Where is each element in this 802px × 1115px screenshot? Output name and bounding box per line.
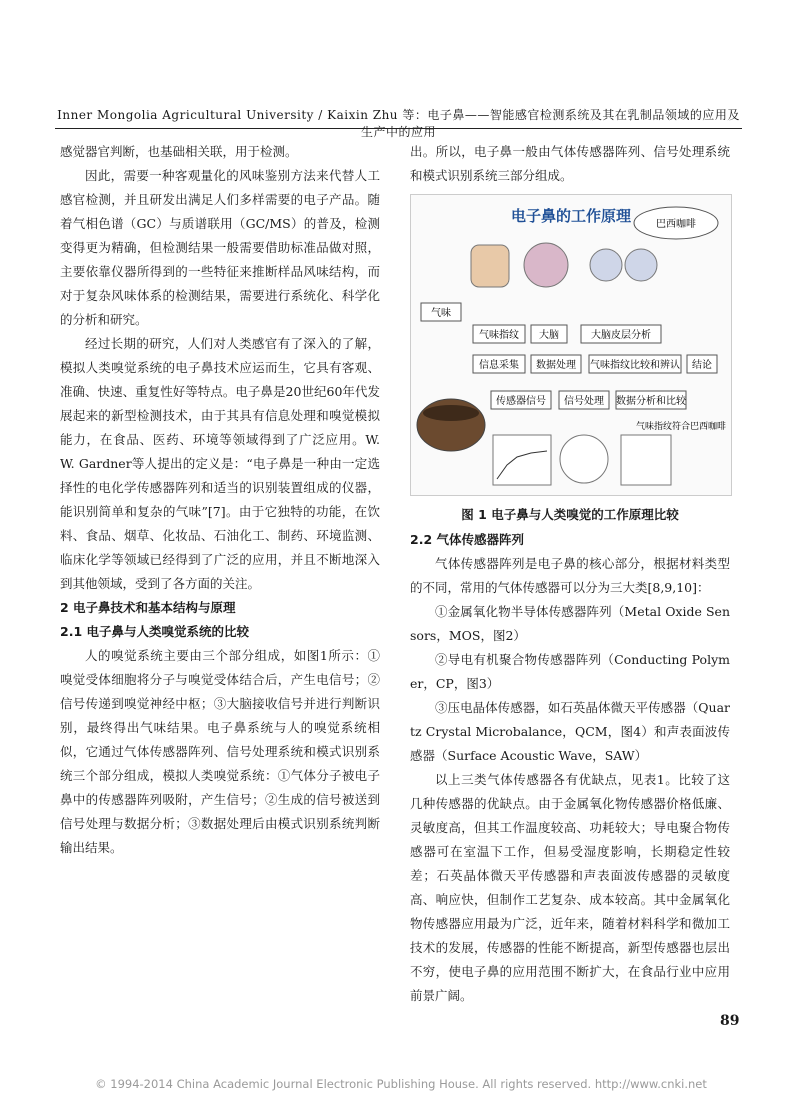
list-item: ①金属氧化物半导体传感器阵列（Metal Oxide Sensors，MOS，图2） xyxy=(410,604,730,643)
left-column xyxy=(60,140,380,860)
head-icon xyxy=(524,243,568,287)
figure-electronic-nose xyxy=(410,194,732,496)
sensor-plot-icon xyxy=(493,435,551,485)
right-column xyxy=(410,140,730,1008)
olfactory-label: 气味指纹 xyxy=(479,330,519,341)
signal-process-label: 信号处理 xyxy=(564,396,604,407)
page-number: 89 xyxy=(720,1013,740,1029)
subsection-heading: 2.2 气体传感器阵列 xyxy=(410,532,524,547)
figure-diagram xyxy=(411,195,731,495)
paragraph: 出。所以，电子鼻一般由气体传感器阵列、信号处理系统和模式识别系统三部分组成。 xyxy=(410,144,730,183)
paragraph: 气体传感器阵列是电子鼻的核心部分，根据材料类型的不同，常用的气体传感器可以分为三大类[8,9,10]： xyxy=(410,556,730,595)
smell-label: 气味 xyxy=(431,308,451,319)
bubble-label: 巴西咖啡 xyxy=(656,219,696,230)
analysis-label: 数据分析和比较 xyxy=(616,396,686,407)
section-heading: 2 电子鼻技术和基本结构与原理 xyxy=(60,600,236,615)
coffee-surface-icon xyxy=(423,405,479,421)
data-process-label: 数据处理 xyxy=(536,360,576,371)
nose-icon xyxy=(471,245,509,287)
copyright-footer: © 1994-2014 China Academic Journal Electronic Publishing House. All rights reserved. http://www.cnki.net xyxy=(95,1077,707,1091)
paragraph: 经过长期的研究，人们对人类感官有了深入的了解，模拟人类嗅觉系统的电子鼻技术应运而生，它具有客观、准确、快速、重复性好等特点。电子鼻是20世纪60年代发展起来的新型检测技术，由于其具有信息处理和嗅觉模拟能力，在食品、医药、环境等领域得到了广泛应用。W. W. Gardner等人提出的定义是：“电子鼻是一种由一定选择性的电化学传感器阵列和适当的识别装置组成的仪器，能识别简单和复杂的气味”[7]。由于它独特的功能，在饮料、食品、烟草、化妆品、石油化工、制药、环境监测、临床化学等领域已经得到了广泛的应用，并且不断地深入到其他领域，受到了各方面的关注。 xyxy=(60,336,380,591)
sensor-signal-label: 传感器信号 xyxy=(496,396,546,407)
result-label: 气味指纹符合巴西咖啡 xyxy=(635,422,727,432)
info-collect-label: 信息采集 xyxy=(479,360,519,371)
brain-icon-2 xyxy=(625,249,657,281)
figure-caption: 图 1 电子鼻与人类嗅觉的工作原理比较 xyxy=(461,507,679,522)
list-item: ③压电晶体传感器，如石英晶体微天平传感器（Quartz Crystal Microbalance，QCM，图4）和声表面波传感器（Surface Acoustic Wave，SAW） xyxy=(410,700,730,763)
analysis-plot-icon xyxy=(621,435,671,485)
paragraph: 因此，需要一种客观量化的风味鉴别方法来代替人工感官检测，并且研发出满足人们多样需要的电子产品。随着气相色谱（GC）与质谱联用（GC/MS）的普及，检测变得更为精确，但检测结果一般需要借助标准品做对照，主要依靠仪器所得到的一些特征来推断样品风味结构，而对于复杂风味体系的检测结果，需要进行系统化、科学化的分析和研究。 xyxy=(60,168,380,327)
header-rule xyxy=(55,128,742,129)
conclusion-label: 结论 xyxy=(692,360,712,371)
list-item: ②导电有机聚合物传感器阵列（Conducting Polymer，CP，图3） xyxy=(410,652,730,691)
radar-plot-icon xyxy=(560,435,608,483)
brain-icon xyxy=(590,249,622,281)
cortex-label: 大脑皮层分析 xyxy=(591,330,651,341)
running-header: Inner Mongolia Agricultural University / Kaixin Zhu 等：电子鼻——智能感官检测系统及其在乳制品领域的应用及生产中的应用 xyxy=(57,108,740,139)
subsection-heading: 2.1 电子鼻与人类嗅觉系统的比较 xyxy=(60,624,249,639)
paragraph: 以上三类气体传感器各有优缺点，见表1。比较了这几种传感器的优缺点。由于金属氧化物传感器价格低廉、灵敏度高，但其工作温度较高、功耗较大；导电聚合物传感器可在室温下工作，但易受湿度影响，长期稳定性较差；石英晶体微天平传感器和声表面波传感器的灵敏度高、响应快，但制作工艺复杂、成本较高。其中金属氧化物传感器应用最为广泛，近年来，随着材料科学和微加工技术的发展，传感器的性能不断提高，新型传感器也层出不穷，使电子鼻的应用范围不断扩大，在食品行业中应用前景广阔。 xyxy=(410,772,730,1003)
paragraph: 人的嗅觉系统主要由三个部分组成，如图1所示：①嗅觉受体细胞将分子与嗅觉受体结合后，产生电信号；②信号传递到嗅觉神经中枢；③大脑接收信号并进行判断识别，最终得出气味结果。电子鼻系统与人的嗅觉系统相似，它通过气体传感器阵列、信号处理系统和模式识别系统三个部分组成，模拟人类嗅觉系统：①气体分子被电子鼻中的传感器阵列吸附，产生信号；②生成的信号被送到信号处理与数据分析；③数据处理后由模式识别系统判断输出结果。 xyxy=(60,648,380,855)
compare-label: 气味指纹比较和辨认 xyxy=(590,360,680,371)
brain-label: 大脑 xyxy=(539,330,559,341)
paragraph: 感觉器官判断，也基础相关联，用于检测。 xyxy=(60,144,298,159)
figure-title: 电子鼻的工作原理 xyxy=(510,207,632,225)
